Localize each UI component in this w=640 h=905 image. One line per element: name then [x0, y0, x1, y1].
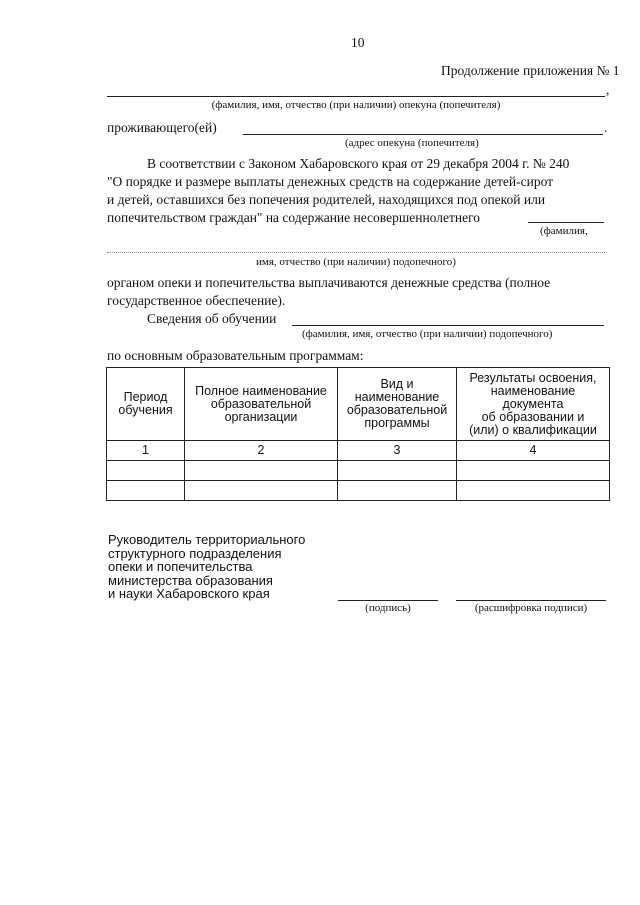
header-text: Результаты освоения,: [469, 370, 597, 385]
header-text: организации: [224, 409, 298, 424]
continuation-note: Продолжение приложения № 1: [441, 63, 620, 78]
address-caption: (адрес опекуна (попечителя): [345, 137, 479, 149]
header-period: [107, 368, 185, 441]
header-results: [457, 368, 610, 441]
header-text: образовательной: [346, 403, 448, 417]
table-cell[interactable]: [457, 481, 610, 501]
law-line-2: "О порядке и размере выплаты денежных средств на содержание детей-сирот: [107, 174, 554, 189]
law-line-1: В соответствии с Законом Хабаровского края от 29 декабря 2004 г. № 240: [147, 156, 570, 171]
table-cell[interactable]: [185, 481, 338, 501]
programs-label: по основным образовательным программам:: [107, 348, 364, 363]
header-text: Период: [123, 390, 168, 404]
signature-sign-line: [338, 600, 438, 601]
education-caption: (фамилия, имя, отчество (при наличии) подопечного): [302, 328, 553, 340]
law-line-4: попечительством граждан" на содержание несовершеннолетнего: [107, 210, 481, 225]
table-cell[interactable]: [107, 481, 185, 501]
education-label: Сведения об обучении: [147, 311, 277, 326]
residing-end: .: [604, 120, 608, 135]
minor-name-line: [107, 252, 605, 253]
guardian-name-line: [107, 96, 605, 97]
signature-decode-line: [456, 600, 606, 601]
table-number-row: [107, 441, 610, 461]
signature-line-5: и науки Хабаровского края: [108, 586, 270, 601]
header-organization: [185, 368, 338, 441]
header-text: программы: [364, 416, 430, 430]
payment-line-2: государственное обеспечение).: [107, 293, 286, 308]
minor-surname-line: [528, 222, 604, 223]
header-text: обучения: [118, 403, 173, 417]
minor-caption: имя, отчество (при наличии) подопечного): [256, 256, 456, 268]
column-number: 1: [107, 441, 185, 461]
table-cell[interactable]: [338, 481, 457, 501]
law-paragraph: [107, 155, 610, 227]
payment-line-1: органом опеки и попечительства выплачиваются денежные средства (полное: [107, 275, 551, 290]
signature-title: [108, 533, 338, 601]
page-number: 10: [351, 35, 365, 50]
signature-line-4: министерства образования: [108, 572, 273, 588]
decode-caption: (расшифровка подписи): [474, 602, 588, 614]
table-cell[interactable]: [185, 461, 338, 481]
header-text: (или) о квалификации: [469, 422, 597, 437]
table-cell[interactable]: [457, 461, 610, 481]
education-name-line: [292, 325, 604, 326]
table-header-row: [107, 368, 610, 441]
header-text: образовательной: [210, 396, 312, 411]
header-text: Вид и: [380, 377, 414, 391]
header-text: об образовании и: [481, 409, 585, 424]
column-number: 3: [338, 441, 457, 461]
payment-paragraph: [107, 274, 610, 310]
header-program: [338, 368, 457, 441]
guardian-caption: (фамилия, имя, отчество (при наличии) опекуна (попечителя): [211, 99, 501, 111]
table-row: [107, 461, 610, 481]
header-text: наименование: [490, 383, 576, 398]
header-text: документа: [502, 396, 564, 411]
signature-line-2: структурного подразделения: [108, 545, 282, 561]
header-text: Полное наименование: [195, 383, 327, 398]
residing-address-line: [243, 134, 603, 135]
residing-label: проживающего(ей): [107, 120, 217, 135]
header-text: наименование: [354, 390, 440, 404]
signature-line-3: опеки и попечительства: [108, 559, 253, 574]
table-row: [107, 481, 610, 501]
sign-caption: (подпись): [365, 602, 411, 614]
column-number: 4: [457, 441, 610, 461]
table-cell[interactable]: [338, 461, 457, 481]
table-cell[interactable]: [107, 461, 185, 481]
education-table: [106, 367, 610, 501]
law-line-3: и детей, оставшихся без попечения родителей, находящихся под опекой или: [107, 192, 546, 207]
column-number: 2: [185, 441, 338, 461]
signature-line-1: Руководитель территориального: [108, 532, 306, 547]
guardian-comma: ,: [606, 82, 610, 97]
minor-caption-right: (фамилия,: [540, 225, 588, 237]
